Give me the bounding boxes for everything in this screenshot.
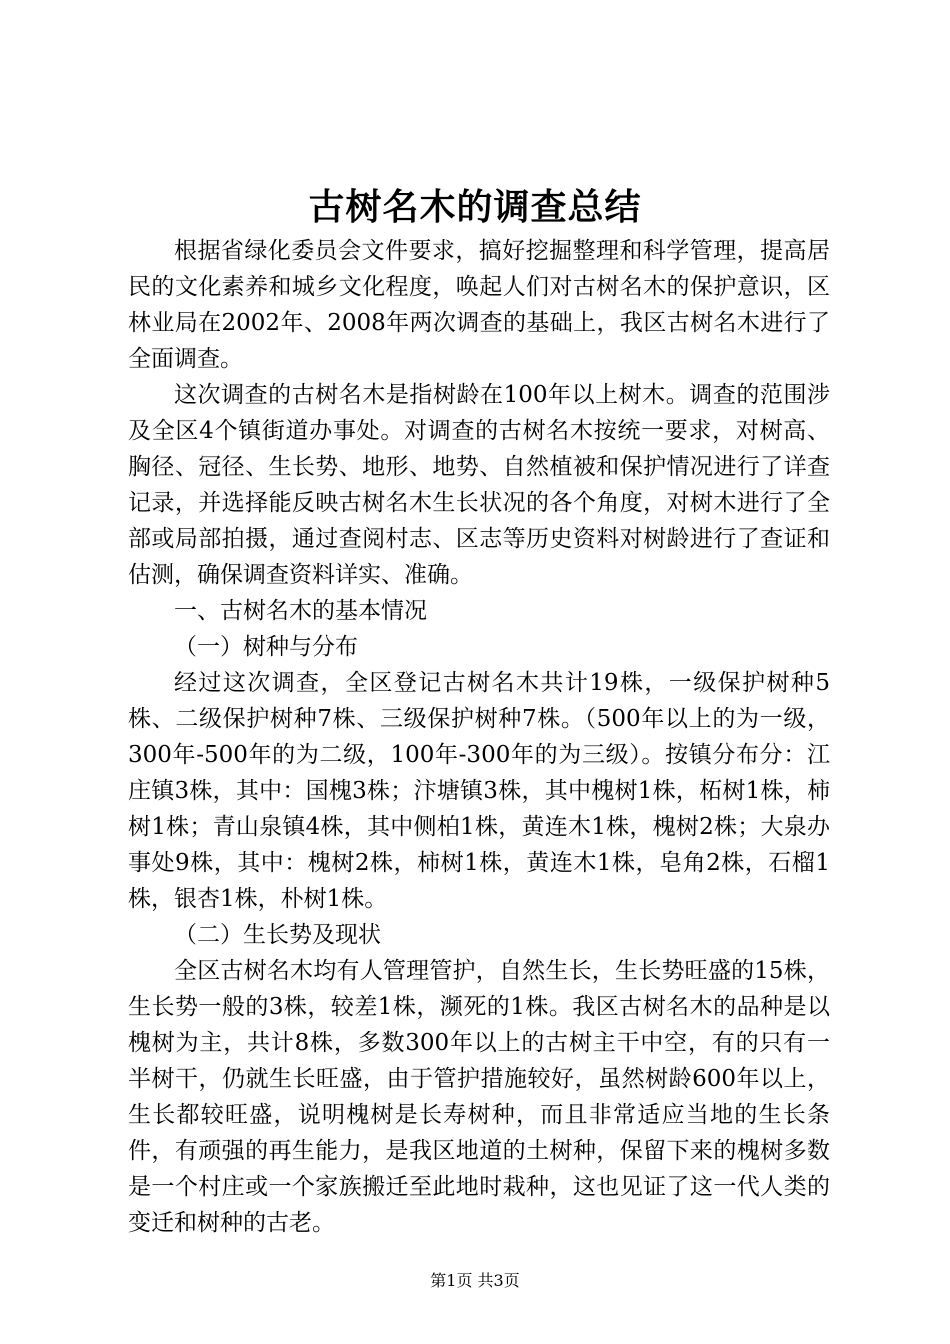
subsection-heading-species: （一）树种与分布 — [174, 634, 358, 660]
species-distribution-paragraph: 经过这次调查，全区登记古树名木共计19株，一级保护树种5株、二级保护树种7株、三级保护树种7株。（500年以上的为一级，300年-500年的为二级，100年-300年的为三级）。按镇分布分：江庄镇3株，其中：国槐3株；汴塘镇3株，其中槐树1株，柘树1株，柿树1株；青山泉镇4株，其中侧柏1株，黄连木1株，槐树2株；大泉办事处9株，其中：槐树2株，柿树1株，黄连木1株，皂角2株，石榴1株，银杏1株，朴树1株。 — [128, 670, 830, 912]
intro-paragraph: 根据省绿化委员会文件要求，搞好挖掘整理和科学管理，提高居民的文化素养和城乡文化程度，唤起人们对古树名木的保护意识，区林业局在2002年、2008年两次调查的基础上，我区古树名木进行了全面调查。 — [128, 238, 830, 372]
document-body — [128, 233, 830, 1241]
section-heading-basic-info: 一、古树名木的基本情况 — [174, 598, 427, 624]
scope-paragraph: 这次调查的古树名木是指树龄在100年以上树木。调查的范围涉及全区4个镇街道办事处。对调查的古树名木按统一要求，对树高、胸径、冠径、生长势、地形、地势、自然植被和保护情况进行了详查记录，并选择能反映古树名木生长状况的各个角度，对树木进行了全部或局部拍摄，通过查阅村志、区志等历史资料对树龄进行了查证和估测，确保调查资料详实、准确。 — [128, 382, 830, 588]
page-footer: 第1页 共3页 — [430, 1271, 520, 1290]
growth-status-paragraph: 全区古树名木均有人管理管护，自然生长，生长势旺盛的15株，生长势一般的3株，较差1株，濒死的1株。我区古树名木的品种是以槐树为主，共计8株，多数300年以上的古树主干中空，有的只有一半树干，仍就生长旺盛，由于管护措施较好，虽然树龄600年以上，生长都较旺盛，说明槐树是长寿树种，而且非常适应当地的生长条件，有顽强的再生能力，是我区地道的土树种，保留下来的槐树多数是一个村庄或一个家族搬迁至此地时栽种，这也见证了这一代人类的变迁和树种的古老。 — [128, 958, 830, 1236]
document-title: 古树名木的调查总结 — [308, 187, 642, 228]
subsection-heading-growth: （二）生长势及现状 — [174, 922, 381, 948]
